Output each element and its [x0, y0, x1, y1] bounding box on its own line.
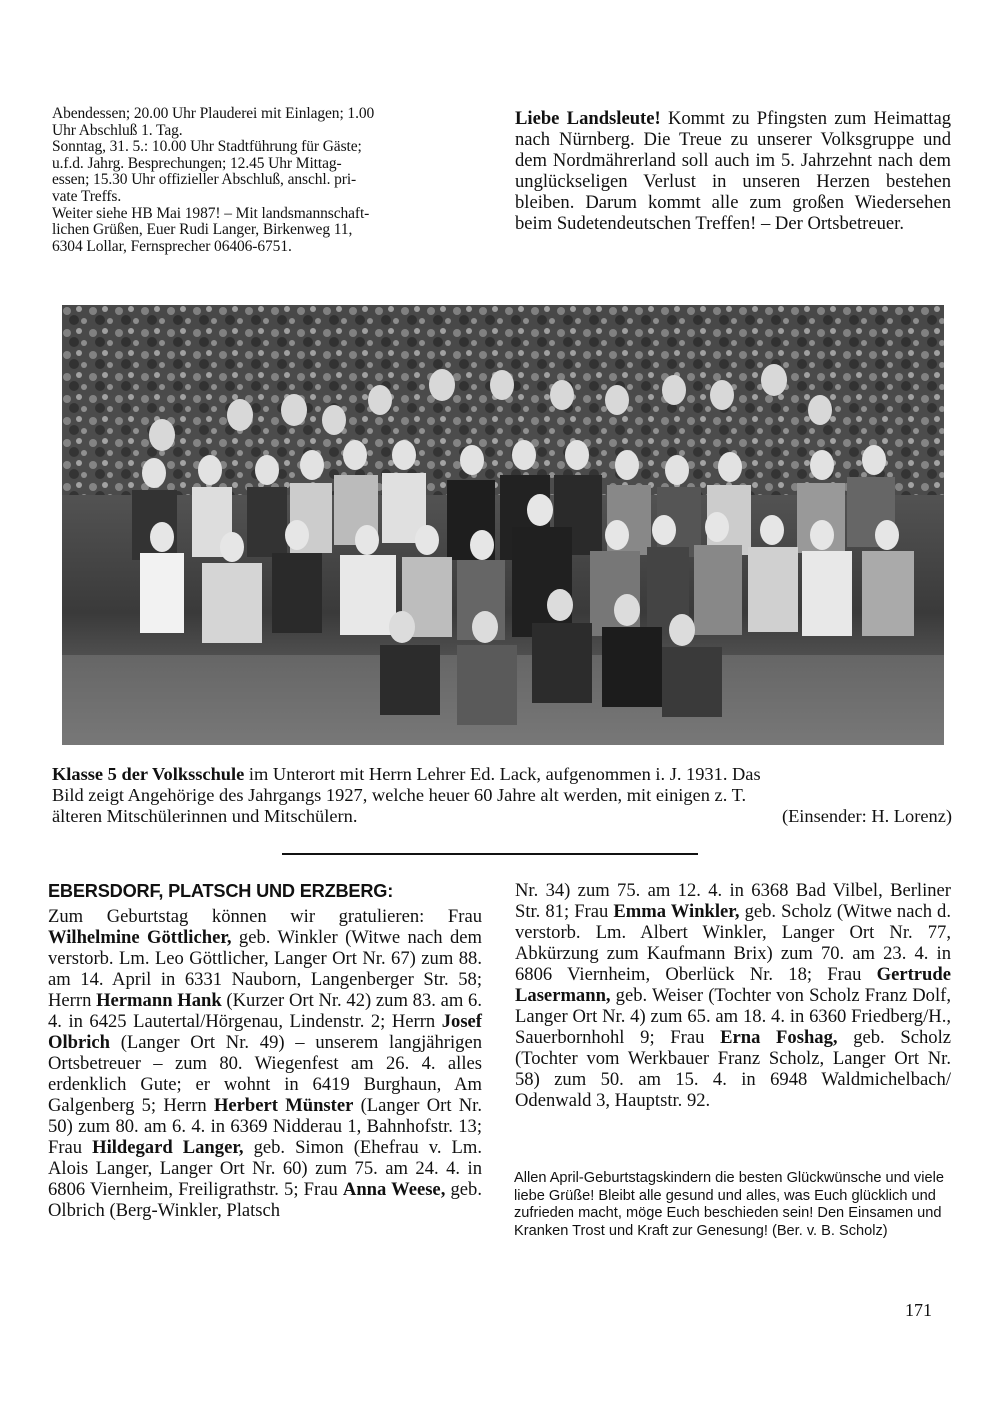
entry-text: geb. Winkler (Witwe nach dem verstorb. Lm. Leo Göttlicher, Langer Ort Nr. 67) zum 88. am 14. April in 6331 Nauborn, Langenberger Str. 58; Herrn [48, 927, 483, 1011]
caption-line-1-text: im Unterort mit Herrn Lehrer Ed. Lack, aufgenommen i. J. 1931. Das [244, 764, 761, 784]
birthday-list-right [515, 880, 951, 1111]
intro-text-column [52, 106, 482, 255]
person-name: Wilhelmine Göttlicher, [48, 927, 232, 948]
caption-line-2: Bild zeigt Angehörige des Jahrgangs 1927, welche heuer 60 Jahre alt werden, mit einigen z. T. [52, 785, 747, 805]
person-name: Hildegard Langer, [92, 1137, 244, 1158]
appeal-lead: Liebe Landsleute! [515, 108, 661, 129]
class-photo [62, 305, 944, 745]
class-photo-image [62, 305, 944, 745]
intro-line: essen; 15.30 Uhr offizieller Abschluß, anschl. pri- [52, 171, 357, 189]
entry-text: (Langer Ort Nr. 50) zum 80. am 6. 4. in 6369 Nidderau 1, Bahnhofstr. 13; Frau [48, 1095, 482, 1158]
caption-bold: Klasse 5 der Volksschule [52, 764, 245, 784]
intro-line: Abendessen; 20.00 Uhr Plauderei mit Einlagen; 1.00 [52, 105, 375, 122]
section-divider [282, 853, 698, 855]
person-name: Anna Weese, [342, 1179, 446, 1200]
birthday-greeting: Allen April-Geburtstagskindern die besten Glückwünsche und viele liebe Grüße! Bleibt alle gesund und alles, was Euch glücklich und zufrieden macht, möge Euch beschieden sein! Den Einsamen und Kranken Trost und Kraft zur Genesung! (Ber. v. B. Scholz) [514, 1170, 944, 1239]
person-name: Gertrude Lasermann, [515, 964, 951, 1006]
person-name: Hermann Hank [96, 990, 222, 1011]
entry-text: geb. Weiser (Tochter von Scholz Franz Dolf, Langer Ort Nr. 4) zum 65. am 18. 4. in 6360 Friedberg/H., Sauerbornhohl 9; Frau [515, 985, 951, 1048]
caption-line-1 [52, 764, 952, 785]
appeal-text: Kommt zu Pfingsten zum Heimattag nach Nürnberg. Die Treue zu unserer Volksgruppe und dem Nordmährerland soll auch im 5. Jahrzehnt nach dem unglückseligen Verlust in unseren Herzen bestehen bleiben. Darum kommt alle zum großen Wiedersehen beim Sudetendeutschen Treffen! – Der Ortsbetreuer. [515, 108, 952, 234]
intro-line: Sonntag, 31. 5.: 10.00 Uhr Stadtführung für Gäste; [52, 138, 362, 156]
entry-text: geb. Simon (Ehefrau v. Lm. Alois Langer, Langer Ort Nr. 60) zum 75. am 24. 4. in 6806 Viernheim, Freiligrathstr. 5; Frau [48, 1137, 483, 1200]
entry-text: geb. Olbrich (Berg-Winkler, Platsch [48, 1179, 482, 1221]
page-number: 171 [905, 1300, 932, 1320]
person-name: Emma Winkler, [613, 901, 740, 922]
entry-text: geb. Scholz (Witwe nach d. verstorb. Lm. Albert Winkler, Langer Ort Nr. 77, Abkürzung zum Kaufmann Brix) zum 70. am 23. 4. in 6806 Viernheim, Oberlück Nr. 18; Frau [515, 901, 952, 985]
entry-text: (Kurzer Ort Nr. 42) zum 83. am 6. 4. in 6425 Lautertal/Hörgenau, Lindenstr. 2; Herrn [48, 990, 483, 1032]
caption-credit: (Einsender: H. Lorenz) [781, 806, 952, 826]
person-name: Erna Foshag, [720, 1027, 838, 1048]
intro-line: 6304 Lollar, Fernsprecher 06406-6751. [52, 237, 292, 255]
entry-text: Nr. 34) zum 75. am 12. 4. in 6368 Bad Vilbel, Berliner Str. 81; Frau [515, 880, 951, 922]
section-left-column [48, 880, 482, 1221]
caption-line-3 [52, 806, 952, 827]
intro-line: Weiter siehe HB Mai 1987! – Mit landsmannschaft- [52, 204, 370, 222]
person-name: Josef Olbrich [48, 1011, 482, 1053]
birthday-list-left [48, 906, 482, 1221]
intro-line: lichen Grüßen, Euer Rudi Langer, Birkenweg 11, [52, 221, 353, 239]
section-title: EBERSDORF, PLATSCH UND ERZBERG: [48, 881, 394, 901]
entry-text: Zum Geburtstag können wir gratulieren: Frau [48, 906, 482, 927]
entry-text: (Langer Ort Nr. 49) – unserem langjährigen Ortsbetreuer – zum 80. Wiegenfest am 26. 4. alles erdenklich Gute; er wohnt in 6419 Burghaun, Am Galgenberg 5; Herrn [48, 1032, 482, 1116]
entry-text: geb. Scholz (Tochter vom Werkbauer Franz Scholz, Langer Ort Nr. 58) zum 50. am 15. 4. in 6948 Waldmichelbach/ Odenwald 3, Hauptstr. 92. [515, 1027, 951, 1111]
photo-caption [52, 764, 952, 827]
appeal-paragraph [515, 108, 951, 234]
intro-line: Uhr Abschluß 1. Tag. [52, 121, 183, 139]
caption-line-3-text: älteren Mitschülerinnen und Mitschülern. [52, 806, 358, 826]
person-name: Herbert Münster [213, 1095, 354, 1116]
intro-line: vate Treffs. [52, 187, 122, 205]
intro-line: u.f.d. Jahrg. Besprechungen; 12.45 Uhr Mittag- [52, 154, 342, 172]
